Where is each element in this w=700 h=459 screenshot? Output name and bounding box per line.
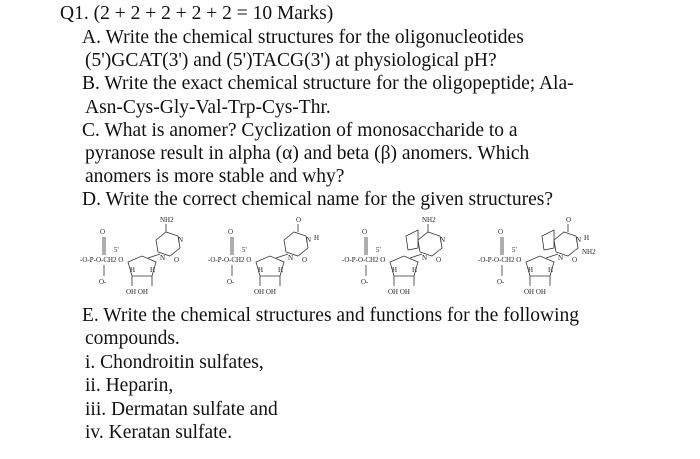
phosphate-label: -O-P-O-CH2 O — [478, 256, 522, 264]
bond-line — [276, 254, 288, 258]
phosphate-o-minus-label: O- — [227, 278, 235, 286]
phosphate-oxygen-label: O — [100, 228, 106, 236]
nitrogen-label: N — [178, 236, 184, 244]
hydroxyl-label: OH OH — [388, 288, 410, 296]
hydroxyl-label: OH OH — [524, 288, 546, 296]
five-prime-label: 5' — [242, 246, 247, 254]
amine-label: NH2 — [422, 216, 436, 224]
nucleotide-structures — [78, 214, 618, 302]
ribose-h-label: H — [392, 266, 398, 274]
part-a-line-2: (5')GCAT(3') and (5')TACG(3') at physiological pH? — [85, 50, 497, 71]
phosphate-label: -O-P-O-CH2 O — [342, 256, 386, 264]
compound-item: i. Chondroitin sulfates, — [85, 352, 264, 373]
nitrogen-label: N — [288, 254, 294, 262]
bond-line — [546, 254, 558, 258]
nitrogen-label: N — [160, 254, 166, 262]
phosphate-oxygen-label: O — [228, 228, 234, 236]
five-prime-label: 5' — [114, 246, 119, 254]
bond-line — [410, 254, 422, 258]
ribose-h-label: H — [548, 266, 554, 274]
part-e-line-2: compounds. — [85, 328, 180, 349]
carbonyl-oxygen-label: O — [566, 216, 572, 224]
ribose-h-label: H — [528, 266, 534, 274]
ribose-h-label: H — [278, 266, 284, 274]
phosphate-label: -O-P-O-CH2 O — [80, 256, 124, 264]
ribose-h-label: H — [412, 266, 418, 274]
hydroxyl-label: OH OH — [126, 288, 148, 296]
question-heading: Q1. (2 + 2 + 2 + 2 + 2 = 10 Marks) — [60, 3, 334, 24]
carbonyl-oxygen-label: O — [436, 256, 442, 264]
base-ring — [554, 232, 578, 256]
nitrogen-label: N — [558, 254, 564, 262]
part-c-line-2: pyranose result in alpha (α) and beta (β) anomers. Which — [85, 143, 530, 164]
carbonyl-oxygen-label: O — [572, 256, 578, 264]
part-c-line-3: anomers is more stable and why? — [85, 166, 345, 187]
compound-item: iv. Keratan sulfate. — [85, 422, 233, 443]
bond-line — [148, 254, 160, 258]
ribose-h-label: H — [258, 266, 264, 274]
nucleotide-uracil — [208, 216, 319, 296]
base-ring — [418, 232, 442, 256]
nucleotide-cytosine — [80, 216, 183, 296]
nucleotide-guanine — [478, 216, 596, 296]
imidazole-ring — [542, 230, 554, 250]
part-a-line-1: A. Write the chemical structures for the oligonucleotides — [82, 27, 524, 48]
nitrogen-label: N — [576, 236, 582, 244]
nucleotide-adenine — [342, 216, 445, 296]
base-ring — [156, 232, 180, 256]
phosphate-o-minus-label: O- — [99, 278, 107, 286]
hydroxyl-label: OH OH — [254, 288, 276, 296]
carbonyl-oxygen-label: O — [174, 256, 180, 264]
part-d-line: D. Write the correct chemical name for the given structures? — [82, 189, 553, 210]
carbonyl-oxygen-label: O — [302, 256, 308, 264]
carbonyl-oxygen-label: O — [296, 216, 302, 224]
part-b-line-1: B. Write the exact chemical structure for the oligopeptide; Ala- — [82, 73, 574, 94]
ribose-h-label: H — [130, 266, 136, 274]
five-prime-label: 5' — [512, 246, 517, 254]
compound-item: ii. Heparin, — [85, 375, 174, 396]
ribose-h-label: H — [150, 266, 156, 274]
base-ring — [284, 232, 308, 256]
nitrogen-label: N — [422, 254, 428, 262]
amine-label: NH2 — [160, 216, 174, 224]
five-prime-label: 5' — [376, 246, 381, 254]
part-c-line-1: C. What is anomer? Cyclization of monosaccharide to a — [82, 120, 518, 141]
phosphate-oxygen-label: O — [362, 228, 368, 236]
amine-label: NH2 — [582, 248, 596, 256]
imidazole-ring — [406, 230, 418, 250]
phosphate-oxygen-label: O — [498, 228, 504, 236]
part-b-line-2: Asn-Cys-Gly-Val-Trp-Cys-Thr. — [85, 97, 331, 118]
nitrogen-label: N — [440, 236, 446, 244]
nh-hydrogen-label: H — [584, 234, 590, 242]
compound-item: iii. Dermatan sulfate and — [85, 399, 278, 420]
nitrogen-label: N — [306, 236, 312, 244]
phosphate-o-minus-label: O- — [361, 278, 369, 286]
phosphate-o-minus-label: O- — [497, 278, 505, 286]
nh-hydrogen-label: H — [314, 234, 320, 242]
phosphate-label: -O-P-O-CH2 O — [208, 256, 252, 264]
part-e-line-1: E. Write the chemical structures and functions for the following — [82, 305, 580, 326]
